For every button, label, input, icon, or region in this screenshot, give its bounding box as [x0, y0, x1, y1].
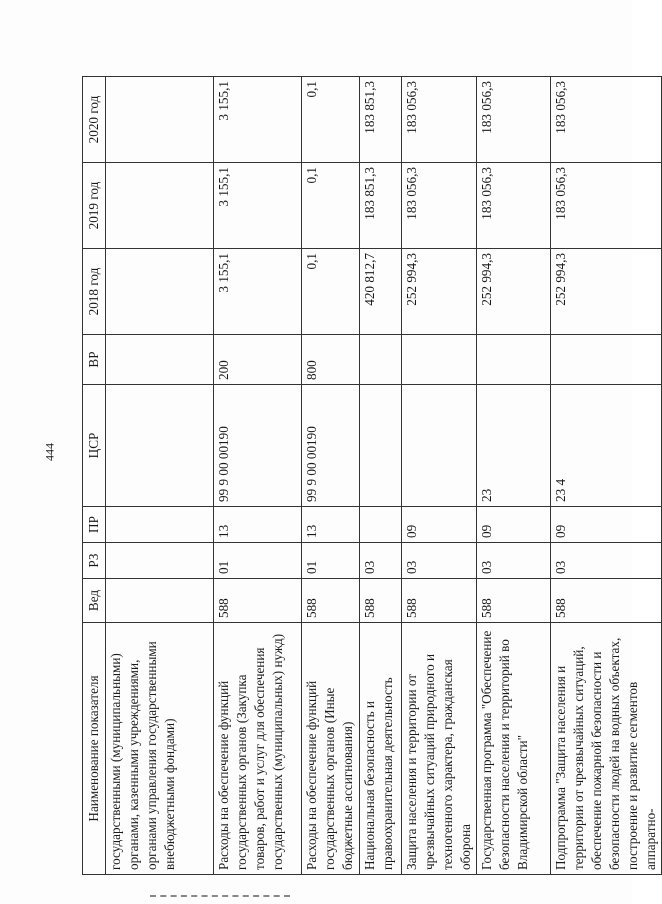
cell-ved: 588: [302, 579, 360, 623]
cell-csr: [402, 385, 477, 507]
cell-pr: 09: [402, 507, 477, 543]
cell-name: государственными (муниципальными) органами, казенными учреждениями, органами управления государственными внебюджетными фондами): [106, 623, 214, 875]
cell-csr: 99 9 00 00190: [302, 385, 360, 507]
cell-name: Защита населения и территории от чрезвычайных ситуаций природного и техногенного характера, гражданская оборона: [402, 623, 477, 875]
cell-2019: 0,1: [302, 163, 360, 249]
header-2020: 2020 год: [83, 77, 106, 163]
cell-ved: [106, 579, 214, 623]
cell-rz: 03: [477, 543, 551, 579]
cell-vr: [477, 335, 551, 385]
cell-2019: 183 056,3: [402, 163, 477, 249]
header-pr: ПР: [83, 507, 106, 543]
cell-vr: [360, 335, 402, 385]
header-csr: ЦСР: [83, 385, 106, 507]
cell-pr: 13: [214, 507, 302, 543]
cell-pr: [360, 507, 402, 543]
cell-2020: 0,1: [302, 77, 360, 163]
cell-2020: 183 056,3: [551, 77, 662, 163]
scan-artifact: [150, 895, 290, 901]
cell-rz: 03: [551, 543, 662, 579]
budget-table: [82, 76, 662, 875]
header-ved: Вед: [83, 579, 106, 623]
cell-csr: 23 4: [551, 385, 662, 507]
cell-ved: 588: [402, 579, 477, 623]
cell-2018: 252 994,3: [402, 249, 477, 335]
cell-name: Национальная безопасность и правоохранительная деятельность: [360, 623, 402, 875]
cell-2020: 3 155,1: [214, 77, 302, 163]
cell-csr: 99 9 00 00190: [214, 385, 302, 507]
header-2019: 2019 год: [83, 163, 106, 249]
cell-name: Государственная программа "Обеспечение безопасности населения и территорий во Владимирской области": [477, 623, 551, 875]
header-2018: 2018 год: [83, 249, 106, 335]
cell-name: Подпрограмма "Защита населения и территории от чрезвычайных ситуаций, обеспечение пожарной безопасности и безопасности людей на водных объектах, построение и развитие сегментов аппаратно-: [551, 623, 662, 875]
cell-2019: 183 851,3: [360, 163, 402, 249]
cell-2018: 3 155,1: [214, 249, 302, 335]
header-vr: ВР: [83, 335, 106, 385]
table-row: [214, 77, 302, 875]
table-row: [551, 77, 662, 875]
cell-vr: 800: [302, 335, 360, 385]
cell-pr: 09: [551, 507, 662, 543]
cell-2020: 183 056,3: [402, 77, 477, 163]
cell-2018: 252 994,3: [477, 249, 551, 335]
cell-pr: 09: [477, 507, 551, 543]
cell-name: Расходы на обеспечение функций государственных органов (Закупка товаров, работ и услуг для обеспечения государственных (муниципальных) нужд): [214, 623, 302, 875]
page-number: 444: [42, 443, 57, 461]
cell-rz: 01: [214, 543, 302, 579]
cell-rz: [106, 543, 214, 579]
cell-2019: 3 155,1: [214, 163, 302, 249]
cell-2018: 0,1: [302, 249, 360, 335]
cell-2020: 183 056,3: [477, 77, 551, 163]
cell-rz: 03: [360, 543, 402, 579]
cell-ved: 588: [214, 579, 302, 623]
cell-2020: [106, 77, 214, 163]
table-row: [360, 77, 402, 875]
cell-csr: [106, 385, 214, 507]
cell-csr: [360, 385, 402, 507]
cell-2019: 183 056,3: [551, 163, 662, 249]
header-name: Наименование показателя: [83, 623, 106, 875]
header-row: [83, 77, 106, 875]
cell-rz: 03: [402, 543, 477, 579]
cell-vr: [551, 335, 662, 385]
cell-ved: 588: [551, 579, 662, 623]
cell-pr: 13: [302, 507, 360, 543]
cell-2018: [106, 249, 214, 335]
cell-vr: 200: [214, 335, 302, 385]
cell-2020: 183 851,3: [360, 77, 402, 163]
cell-ved: 588: [477, 579, 551, 623]
cell-ved: 588: [360, 579, 402, 623]
table-row: [477, 77, 551, 875]
cell-2019: [106, 163, 214, 249]
cell-vr: [106, 335, 214, 385]
header-rz: РЗ: [83, 543, 106, 579]
table-row: [302, 77, 360, 875]
cell-rz: 01: [302, 543, 360, 579]
cell-vr: [402, 335, 477, 385]
cell-csr: 23: [477, 385, 551, 507]
cell-name: Расходы на обеспечение функций государственных органов (Иные бюджетные ассигнования): [302, 623, 360, 875]
table-row: [402, 77, 477, 875]
cell-2019: 183 056,3: [477, 163, 551, 249]
cell-2018: 420 812,7: [360, 249, 402, 335]
table-container: [82, 77, 658, 875]
cell-2018: 252 994,3: [551, 249, 662, 335]
table-row: [106, 77, 214, 875]
cell-pr: [106, 507, 214, 543]
